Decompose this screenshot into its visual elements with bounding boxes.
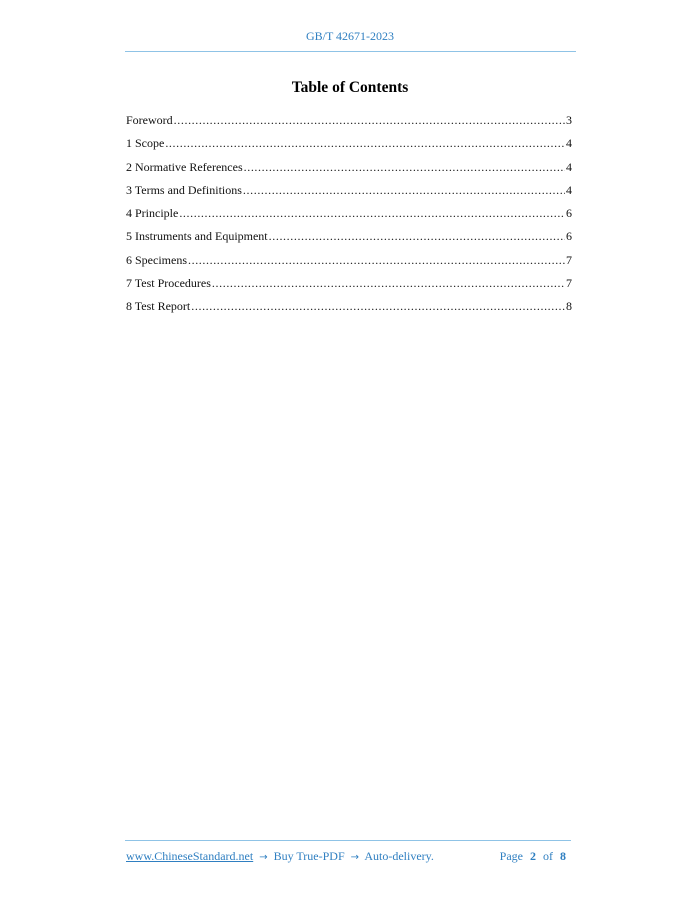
total-page-count: 8 — [560, 849, 566, 863]
page-indicator — [500, 849, 570, 864]
current-page-number: 2 — [530, 849, 536, 863]
toc-entry-page: 3 — [566, 113, 572, 127]
toc-dot-leader — [165, 135, 565, 151]
toc-dot-leader — [179, 205, 565, 221]
toc-entry-label: 1 Scope — [126, 136, 165, 151]
toc-entry-page: 4 — [566, 182, 572, 197]
toc-entry-test-procedures[interactable] — [126, 275, 572, 298]
toc-entry-page: 6 — [566, 206, 572, 221]
toc-dot-leader — [212, 275, 565, 291]
toc-entry-principle[interactable] — [126, 205, 572, 228]
toc-entry-page: 4 — [566, 136, 572, 151]
toc-dot-leader — [174, 112, 565, 128]
toc-entry-page: 8 — [566, 299, 572, 314]
auto-delivery-text: Auto-delivery. — [364, 849, 434, 863]
toc-entry-test-report[interactable] — [126, 298, 572, 321]
toc-entry-page: 7 — [566, 252, 572, 267]
toc-entry-scope[interactable] — [126, 135, 572, 158]
toc-entry-terms-and-definitions[interactable] — [126, 182, 572, 205]
footer-divider — [125, 840, 571, 841]
of-word: of — [543, 849, 553, 863]
toc-entry-instruments-and-equipment[interactable] — [126, 228, 572, 251]
toc-dot-leader — [243, 182, 565, 198]
site-link[interactable]: www.ChineseStandard.net — [126, 849, 254, 863]
toc-dot-leader — [269, 228, 565, 244]
arrow-right-icon: → — [259, 852, 268, 863]
toc-entry-label: 8 Test Report — [126, 299, 191, 314]
toc-dot-leader — [188, 252, 565, 268]
toc-dot-leader — [244, 159, 565, 175]
toc-dot-leader — [191, 298, 565, 314]
toc-entry-page: 7 — [566, 276, 572, 291]
header-doc-id: GB/T 42671-2023 — [305, 29, 395, 43]
toc-entry-label: 3 Terms and Definitions — [126, 182, 242, 197]
buy-true-pdf-text: Buy True-PDF — [273, 849, 345, 863]
toc-title: Table of Contents — [291, 79, 409, 96]
arrow-right-icon: → — [350, 852, 360, 863]
toc-entry-page: 4 — [566, 159, 572, 174]
toc-entry-label: 6 Specimens — [126, 252, 187, 267]
toc-entry-label: 4 Principle — [126, 206, 179, 221]
toc-entry-page: 6 — [566, 229, 572, 244]
toc-entry-normative-references[interactable] — [126, 159, 572, 182]
toc-list — [126, 112, 572, 322]
page-word: Page — [499, 849, 523, 863]
header-divider — [125, 51, 576, 52]
footer-promo — [126, 849, 434, 864]
toc-entry-label: 5 Instruments and Equipment — [126, 229, 268, 244]
toc-entry-foreword[interactable] — [126, 112, 572, 135]
toc-entry-specimens[interactable] — [126, 252, 572, 275]
toc-entry-label: 2 Normative References — [126, 159, 243, 174]
toc-entry-label: 7 Test Procedures — [126, 276, 211, 291]
toc-entry-label: Foreword — [126, 113, 173, 127]
